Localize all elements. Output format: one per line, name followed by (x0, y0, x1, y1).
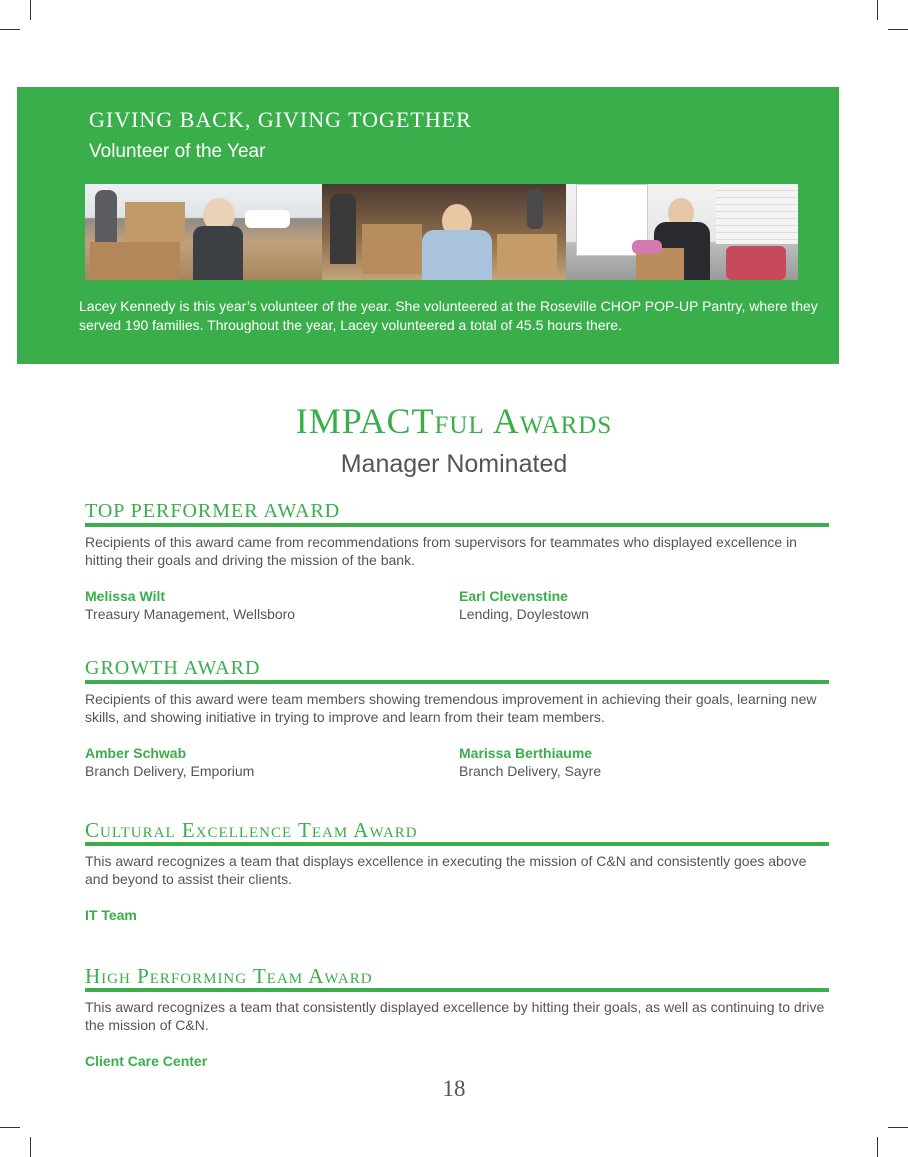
winner-name: IT Team (85, 907, 137, 923)
winner-name: Marissa Berthiaume (459, 745, 593, 761)
winner-role: Branch Delivery, Emporium (85, 763, 255, 779)
award-description: Recipients of this award were team members showing tremendous improvement in achieving their goals, learning new skills, and showing initiative in trying to improve and learn from their team members. (85, 691, 817, 725)
award-section (85, 656, 829, 784)
crop-mark (877, 1137, 878, 1157)
winner (85, 587, 295, 623)
award-section (85, 818, 829, 926)
award-description: This award recognizes a team that displays excellence in executing the mission of C&N and consistently goes above and beyond to assist their clients. (85, 853, 807, 887)
award-description: Recipients of this award came from recommendations from supervisors for teammates who displayed excellence in hitting their goals and driving the mission of the bank. (85, 534, 797, 568)
winner-role: Lending, Doylestown (459, 606, 589, 622)
crop-mark (888, 1127, 908, 1128)
award-heading: GROWTH AWARD (85, 657, 261, 679)
crop-mark (0, 29, 20, 30)
banner-caption: Lacey Kennedy is this year’s volunteer of the year. She volunteered at the Roseville CHOP POP-UP Pantry, where they served 190 families. Throughout the year, Lacey volunteered a total of 45.5 hours there. (79, 298, 818, 333)
page-number: 18 (442, 1076, 466, 1101)
divider (85, 523, 829, 527)
banner-kicker: GIVING BACK, GIVING TOGETHER (89, 107, 472, 132)
winner-list (85, 1052, 829, 1072)
winner (85, 744, 254, 780)
award-section (85, 964, 829, 1072)
award-description: This award recognizes a team that consistently displayed excellence by hitting their goals, as well as continuing to drive the mission of C&N. (85, 999, 825, 1033)
winner (459, 587, 589, 623)
crop-mark (0, 1127, 20, 1128)
divider (85, 842, 829, 846)
volunteer-photo (322, 184, 566, 280)
divider (85, 680, 829, 684)
winner-name: Client Care Center (85, 1053, 208, 1069)
winner-role: Treasury Management, Wellsboro (85, 606, 296, 622)
award-heading: High Performing Team Award (85, 964, 373, 988)
winner-list (85, 744, 829, 784)
crop-mark (888, 29, 908, 30)
crop-mark (30, 0, 31, 20)
winner (459, 744, 601, 780)
winner-list (85, 587, 829, 627)
page-subtitle: Manager Nominated (340, 450, 568, 478)
winner-list (85, 906, 829, 926)
award-heading: Cultural Excellence Team Award (85, 818, 418, 842)
crop-mark (30, 1137, 31, 1157)
award-section (85, 499, 829, 627)
volunteer-banner (17, 87, 839, 364)
volunteer-photo (566, 184, 798, 280)
crop-mark (877, 0, 878, 20)
volunteer-photo (85, 184, 322, 280)
divider (85, 988, 829, 992)
winner-role: Branch Delivery, Sayre (459, 763, 602, 779)
photo-strip (85, 184, 798, 280)
winner (85, 1052, 207, 1070)
award-heading: TOP PERFORMER AWARD (85, 500, 341, 522)
page-title: IMPACTful Awards (295, 401, 613, 441)
winner-name: Melissa Wilt (85, 588, 166, 604)
winner (85, 906, 137, 924)
banner-subtitle: Volunteer of the Year (89, 141, 266, 162)
winner-name: Amber Schwab (85, 745, 187, 761)
winner-name: Earl Clevenstine (459, 588, 568, 604)
